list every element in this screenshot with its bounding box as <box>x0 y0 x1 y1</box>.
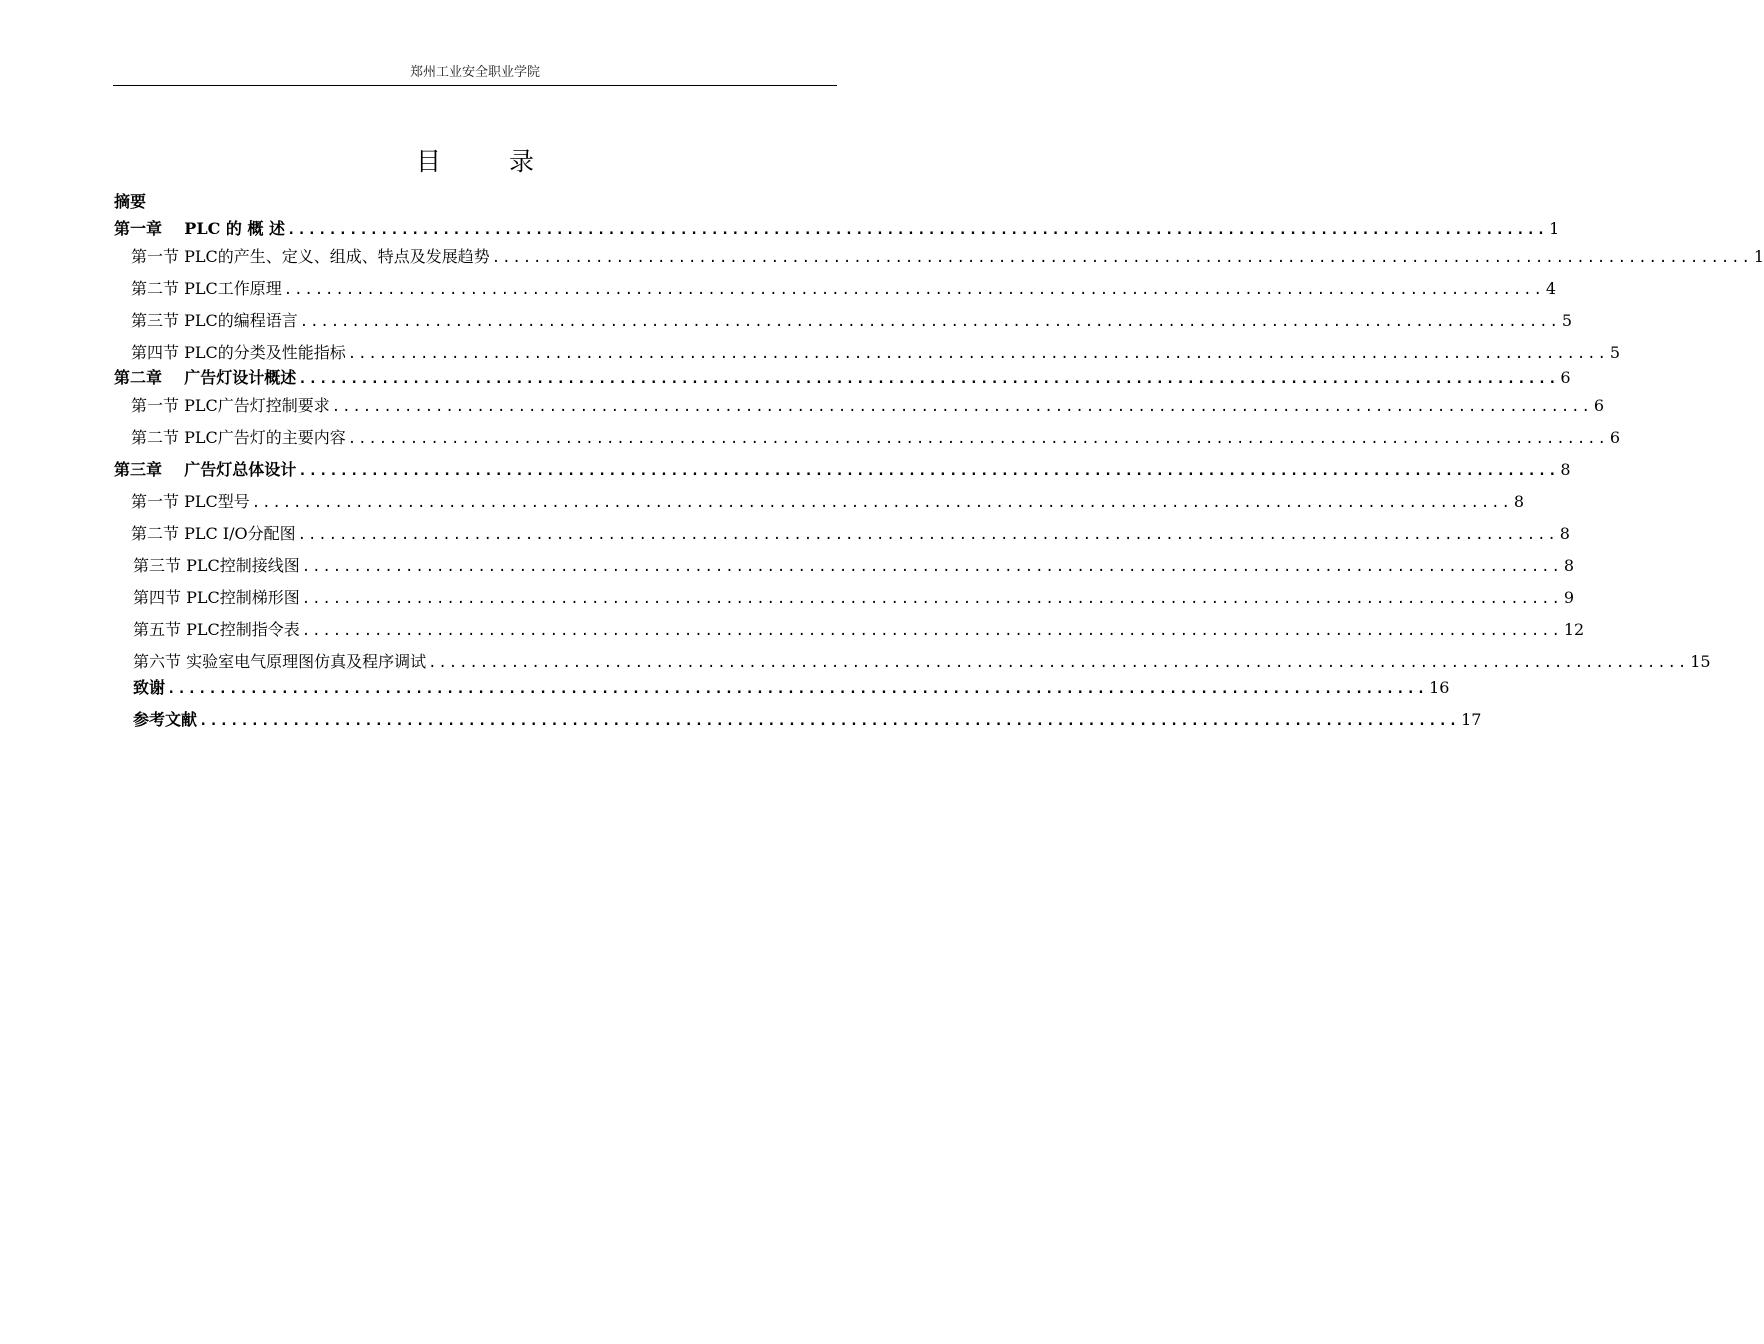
toc-entry-label: 第一章 PLC 的 概 述 <box>114 219 286 238</box>
toc-leader-dots: .......................................................................................................................... <box>491 250 1752 266</box>
toc-entry-label: 致谢 <box>133 678 166 697</box>
toc-page-number: 4 <box>1545 279 1557 298</box>
toc-leader-dots: .......................................................................................................................... <box>298 371 1559 387</box>
toc-entry-section[interactable] <box>131 523 1570 546</box>
toc-page-number: 8 <box>1563 556 1575 575</box>
toc-page-number: 1 <box>1753 247 1764 266</box>
toc-entry-label: 第一节 PLC广告灯控制要求 <box>131 396 330 415</box>
toc-entry-acknowledgements[interactable] <box>133 677 1450 700</box>
toc-entry-label: 第二章 广告灯设计概述 <box>114 368 297 387</box>
toc-entry-label: 第三节 PLC的编程语言 <box>131 311 298 330</box>
toc-entry-references[interactable] <box>133 709 1482 732</box>
toc-entry-label: 第二节 PLC广告灯的主要内容 <box>131 428 346 447</box>
page-header: 郑州工业安全职业学院 <box>113 64 837 86</box>
toc-entry-label: 第四节 PLC控制梯形图 <box>133 588 300 607</box>
toc-page-number: 8 <box>1513 492 1525 511</box>
toc-entry-section[interactable] <box>133 555 1575 578</box>
toc-entry-abstract[interactable]: 摘要 <box>114 192 147 211</box>
toc-entry-section[interactable] <box>133 619 1585 642</box>
toc-entry-section[interactable] <box>131 427 1621 450</box>
toc-leader-dots: .......................................................................................................................... <box>301 591 1562 607</box>
toc-page-number: 9 <box>1563 588 1575 607</box>
toc-page-number: 12 <box>1563 620 1585 639</box>
toc-entry-section[interactable] <box>131 246 1764 269</box>
toc-entry-label: 第三章 广告灯总体设计 <box>114 460 297 479</box>
toc-leader-dots: .......................................................................................................................... <box>287 222 1548 238</box>
toc-leader-dots: .......................................................................................................................... <box>299 314 1560 330</box>
toc-leader-dots: .......................................................................................................................... <box>301 559 1562 575</box>
toc-entry-section[interactable] <box>131 395 1605 418</box>
toc-leader-dots: .......................................................................................................................... <box>331 399 1592 415</box>
toc-entry-section[interactable] <box>131 278 1557 301</box>
toc-page-number: 8 <box>1560 460 1571 479</box>
toc-entry-label: 第五节 PLC控制指令表 <box>133 620 300 639</box>
toc-leader-dots: .......................................................................................................................... <box>301 623 1562 639</box>
toc-entry-chapter-2[interactable] <box>114 367 1571 390</box>
toc-leader-dots: .......................................................................................................................... <box>347 346 1608 362</box>
toc-entry-section[interactable] <box>133 651 1711 674</box>
toc-page-number: 8 <box>1559 524 1570 543</box>
toc-leader-dots: .......................................................................................................................... <box>251 495 1512 511</box>
toc-leader-dots: .......................................................................................................................... <box>298 463 1559 479</box>
toc-entry-chapter-1[interactable] <box>114 218 1560 241</box>
toc-leader-dots: .......................................................................................................................... <box>167 681 1428 697</box>
toc-page-number: 16 <box>1429 678 1450 697</box>
toc-page-number: 6 <box>1609 428 1621 447</box>
toc-page-number: 5 <box>1561 311 1573 330</box>
toc-title: 目 录 <box>416 147 564 176</box>
toc-entry-label: 第二节 PLC工作原理 <box>131 279 282 298</box>
toc-page-number: 6 <box>1593 396 1605 415</box>
toc-page-number: 6 <box>1560 368 1571 387</box>
toc-entry-chapter-3[interactable] <box>114 459 1571 482</box>
toc-leader-dots: .......................................................................................................................... <box>283 282 1544 298</box>
toc-entry-label: 第二节 PLC I/O分配图 <box>131 524 296 543</box>
toc-leader-dots: .......................................................................................................................... <box>428 655 1689 671</box>
toc-leader-dots: .......................................................................................................................... <box>199 713 1460 729</box>
toc-entry-label: 第一节 PLC型号 <box>131 492 250 511</box>
toc-entry-section[interactable] <box>133 587 1575 610</box>
toc-entry-label: 第四节 PLC的分类及性能指标 <box>131 343 346 362</box>
toc-leader-dots: .......................................................................................................................... <box>347 431 1608 447</box>
toc-entry-label: 第六节 实验室电气原理图仿真及程序调试 <box>133 652 427 671</box>
toc-page-number: 17 <box>1461 710 1482 729</box>
toc-leader-dots: .......................................................................................................................... <box>297 527 1558 543</box>
toc-entry-section[interactable] <box>131 491 1525 514</box>
toc-entry-label: 第一节 PLC的产生、定义、组成、特点及发展趋势 <box>131 247 490 266</box>
toc-page-number: 15 <box>1690 652 1711 671</box>
toc-page-number: 1 <box>1549 219 1560 238</box>
toc-page-number: 5 <box>1609 343 1621 362</box>
toc-entry-label: 第三节 PLC控制接线图 <box>133 556 300 575</box>
toc-entry-section[interactable] <box>131 310 1573 333</box>
toc-entry-label: 参考文献 <box>133 710 198 729</box>
toc-entry-section[interactable] <box>131 342 1621 365</box>
